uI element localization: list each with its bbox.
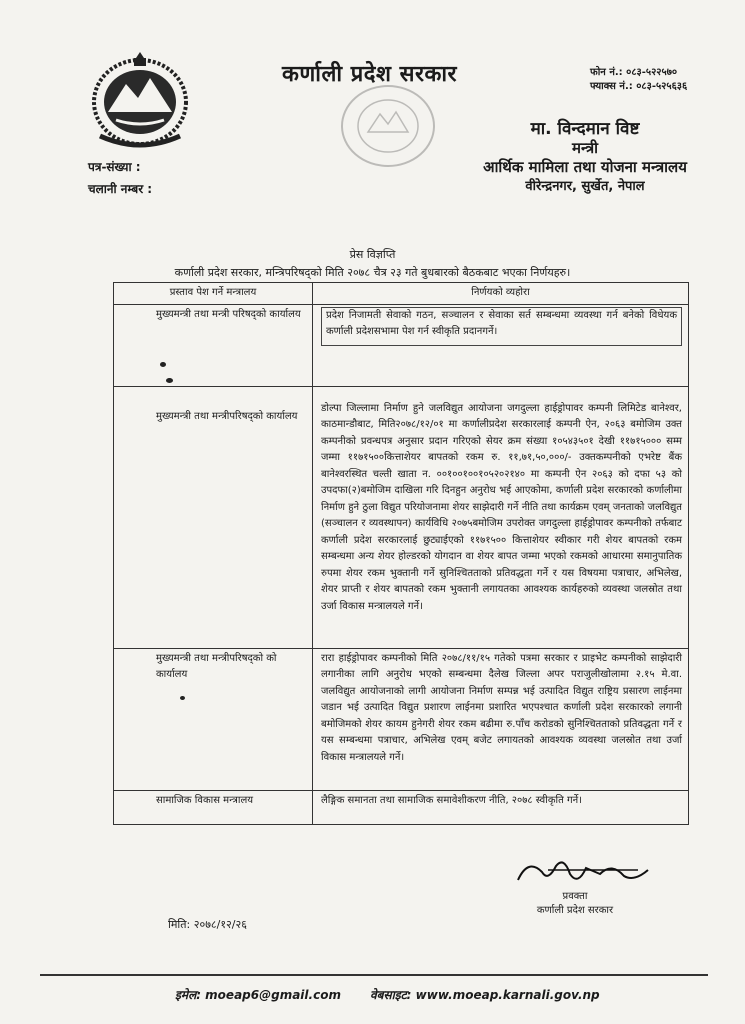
row-decision: डोल्पा जिल्लामा निर्माण हुने जलविद्युत आयोजना जगदुल्ला हाईड्रोपावर कम्पनी लिमिटेड बानेश्वर, काठमान्डौबाट, मिति२०७८/१२/०१ मा कर्णालीप्रदेश सरकारलाई कम्पनी ऐन, २०६३ बमोजिम उक्त कम्पनीको प्रवन्धपत्र अनुसार प्रदान गरिएको सेयर क्रम संख्या १०५४३५०१ देखी ११७१५००० सम्म जम्मा ११७१५००कित्ताशेयर बापतको रकम रु. ११,७१,५०,०००/- उक्तकम्पनीको एभरेष्ट बैंक बानेश्वरस्थित चल्ती खाता न. ००१००१००१०५२०२१४० मा कम्पनी ऐन २०६३ को दफा ५३ को उपदफा(२)बमोजिम दाखिला गरि दिनहुन अनुरोध भई आएकोमा, कर्णाली प्रदेश सरकारको कर्णालीमा निर्माण हुने ठुला विद्युत परियोजनामा शेयर साझेदारी गर्ने नीति तथा कार्यक्रम एवम् जनताको जलविद्युत (सञ्चालन र व्यवस्थापन) कार्यविधि २०७५बमोजिम उपरोक्त जगदुल्ला हाईड्रोपावर कम्पनीको तर्फबाट कर्णाली प्रदेश सरकारलाई छुट्याईएको ११७१५०० कित्ताशेयर स्वीकार गरी शेयर बापतको रकम सम्बन्धमा अन्य शेयर होल्डरको योगदान वा शेयर बापत जम्मा भएको रकमको आधारमा समानुपातिक रुपमा शेयर रकम भुक्तानी गर्ने सुनिश्चितताको प्रतिवद्धता गर्ने र यस विषयमा पत्राचार, अभिलेख, शेयर प्राप्ती र शेयर बापतको रकम भुक्तानी लगायतका आवश्यक कार्यहरुको व्यवस्था जलस्रोत तथा उर्जा विकास मन्त्रालयले गर्ने। <box>313 386 689 648</box>
signatory-role: प्रवक्ता <box>562 891 588 902</box>
table-row <box>114 790 689 824</box>
decision-text: प्रदेश निजामती सेवाको गठन, सञ्चालन र सेवाका सर्त सम्बन्धमा व्यवस्था गर्न बनेको विधेयक कर्णाली प्रदेशसभामा पेश गर्न स्वीकृति प्रदानगर्ने। <box>321 307 682 346</box>
press-release-heading: प्रेस विज्ञप्ति <box>349 248 396 261</box>
decisions-table <box>113 282 689 825</box>
header-ministry: प्रस्ताव पेश गर्ने मन्त्रालय <box>114 283 313 305</box>
row-ministry: मुख्यमन्त्री तथा मन्त्रीपरिषद्को को कार्यालय <box>114 648 313 790</box>
document-date: मिति: २०७८/१२/२६ <box>168 918 247 931</box>
press-release-subheading: कर्णाली प्रदेश सरकार, मन्त्रिपरिषद्को मिति २०७८ चैत्र २३ गते बुधबारको बैठकबाट भएका निर्णयहरु। <box>174 266 571 279</box>
row-ministry: मुख्यमन्त्री तथा मन्त्रीपरिषद्को कार्यालय <box>114 386 313 648</box>
dispatch-number-label: चलानी नम्बर : <box>88 182 153 196</box>
table-row <box>114 386 689 648</box>
signature-block <box>520 890 630 918</box>
row-decision: रारा हाईड्रोपावर कम्पनीको मिति २०७८/११/१५ गतेको पत्रमा सरकार र प्राइभेट कम्पनीको साझेदारी लगानीका लागि अनुरोध भएको सम्बन्धमा दैलेख जिल्ला अपर पराजुलीखोलामा २.१५ मे.वा. जलविद्युत आयोजनाको लागी आयोजना निर्माण सम्पन्न भई उत्पादित विद्युत राष्ट्रिय प्रसारण लाईनमा जडान भई उत्पादित विद्युत प्रशारण लाईनमा प्रशारित भएपश्चात कर्णाली प्रदेश सरकारको लगानी बमोजिमको शेयर कायम हुनेगरी शेयर रकम बढीमा रु.पाँच करोडको सुनिश्चितताको प्रतिवद्धता गर्ने र यस सम्बन्धमा पत्राचार, अभिलेख एवम् बजेट लगायतको आवश्यक व्यवस्था जलस्रोत तथा उर्जा विकास मन्त्रालयले गर्ने। <box>313 648 689 790</box>
footer-divider <box>40 974 708 976</box>
scan-mark <box>180 696 185 700</box>
spokesperson-signature <box>508 852 668 892</box>
scan-mark <box>166 378 173 383</box>
minister-block <box>470 120 700 196</box>
table-header-row <box>114 283 689 305</box>
ministry-seal-stamp <box>338 82 438 170</box>
table-row <box>114 304 689 386</box>
ministry-address: वीरेन्द्रनगर, सुर्खेत, नेपाल <box>525 179 645 194</box>
nepal-emblem-logo <box>86 50 194 150</box>
government-title: कर्णाली प्रदेश सरकार <box>282 62 458 87</box>
footer-email: इमेल: moeap6@gmail.com <box>175 988 341 1002</box>
contact-numbers <box>590 66 687 94</box>
ministry-name: आर्थिक मामिला तथा योजना मन्त्रालय <box>483 158 687 176</box>
minister-title: मन्त्री <box>571 139 598 157</box>
row-ministry: मुख्यमन्त्री तथा मन्त्री परिषद्को कार्यालय <box>114 304 313 386</box>
footer-website: वेबसाइट: www.moeap.karnali.gov.np <box>370 988 600 1002</box>
scan-mark <box>160 362 166 367</box>
table-row <box>114 648 689 790</box>
fax-number: फ्याक्स नं.: ०८३-५२५६३६ <box>590 81 688 92</box>
signatory-org: कर्णाली प्रदेश सरकार <box>536 905 614 916</box>
reference-number-label: पत्र-संख्या : <box>88 160 141 174</box>
minister-name: मा. विन्दमान विष्ट <box>530 119 640 139</box>
header-decision: निर्णयको व्यहोरा <box>313 283 689 305</box>
phone-number: फोन नं.: ०८३-५२२५७० <box>590 67 678 78</box>
row-decision <box>313 304 689 386</box>
row-ministry: सामाजिक विकास मन्त्रालय <box>114 790 313 824</box>
row-decision: लैङ्गिक समानता तथा सामाजिक समावेशीकरण नीति, २०७८ स्वीकृति गर्ने। <box>313 790 689 824</box>
